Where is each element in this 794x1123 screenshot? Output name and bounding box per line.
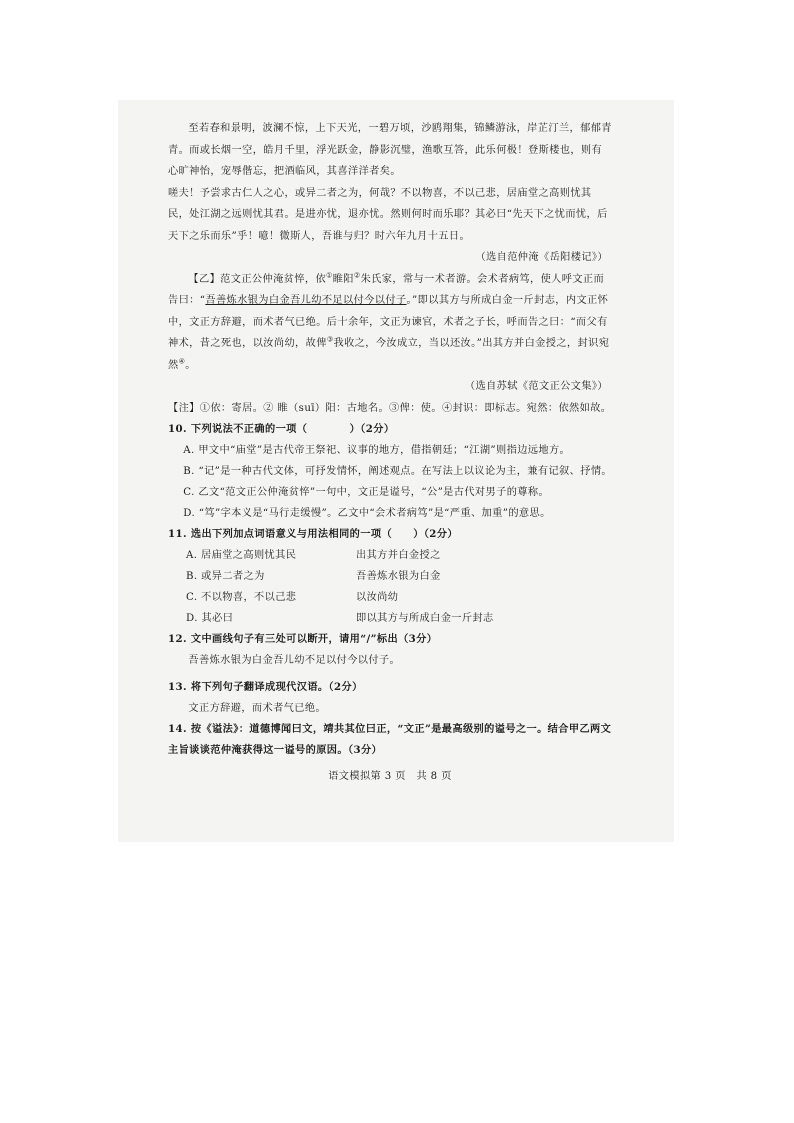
note-marker-2: ② (353, 271, 361, 280)
option-right: 即以其方与所成白金一斤封志 (356, 613, 494, 624)
passage-yi (168, 269, 612, 377)
question-11-row-d (186, 608, 612, 629)
passage-yi-text: 睢阳 (332, 273, 354, 285)
question-14-stem: 14. 按《谥法》：道德博闻曰文，靖共其位曰正，“文正”是最高级别的谥号之一。结合甲乙两文主旨谈谈范仲淹获得这一谥号的原因。（3分） (168, 723, 612, 756)
option-left: C. 不以物喜，不以己悲 (186, 592, 297, 603)
question-10-stem: 10. 下列说法不正确的一项（ ）（2分） (168, 423, 395, 435)
option-left: D. 其必曰 (186, 613, 234, 624)
question-10-option-b: B. “记”是一种古代文体，可抒发情怀，阐述观点。在写法上以议论为主，兼有记叙、抒情。 (183, 466, 612, 477)
option-right: 以汝尚幼 (356, 592, 399, 603)
question-10-option-d: D. “笃”字本义是“马行走缓慢”。乙文中“会术者病笃”是“严重、加重”的意思。 (183, 508, 551, 519)
question-10-option-a: A. 甲文中“庙堂”是古代帝王祭祀、议事的地方，借指朝廷；“江湖”则指边远地方。 (183, 445, 571, 456)
passage-yi-text: 我收之，今汝成立，当以还汝。”出其方并白金授之，封识宛然 (168, 338, 610, 371)
option-left: A. 居庙堂之高则忧其民 (186, 550, 297, 561)
exam-content (168, 118, 612, 787)
annotation-note: 【注】①依：寄居。② 睢（suī）阳：古地名。③俾：使。④封识：即标志。宛然：依然如故。 (168, 402, 612, 414)
passage-yi-text: 朱氏家，常与一术者游。会术者病笃，使人呼文正而告曰：“ (168, 273, 605, 306)
option-left: B. 或异二者之为 (186, 571, 265, 582)
source-jia: （选自范仲淹《岳阳楼记》） (475, 252, 608, 263)
passage-jia-paragraph-2: 嗟夫！予尝求古仁人之心，或异二者之为，何哉？不以物喜，不以己悲，居庙堂之高则忧其民，处江湖之远则忧其君。是进亦忧，退亦忧。然则何时而乐耶？其必曰“先天下之忧而忧，后天下之乐而乐”乎！噫！微斯人，吾谁与归？时六年九月十五日。 (168, 187, 608, 242)
passage-yi-text: 。 (185, 359, 196, 371)
question-11-row-b (186, 566, 612, 587)
option-right: 出其方并白金授之 (356, 550, 441, 561)
question-11-row-c (186, 587, 612, 608)
page-footer: 语文模拟第 3 页 共 8 页 (328, 771, 452, 782)
question-10-option-c: C. 乙文“范文正公仲淹贫悴”一句中，文正是谥号，“公”是古代对男子的尊称。 (183, 487, 550, 498)
question-12-sentence: 吾善炼水银为白金吾儿幼不足以付今以付子。 (188, 655, 401, 666)
passage-yi-label: 【乙】 (188, 273, 221, 285)
question-13-sentence: 文正方辞避，而术者气已绝。 (188, 703, 327, 714)
note-marker-1: ① (326, 271, 333, 280)
question-11-stem: 11. 选出下列加点词语意义与用法相同的一项（ ）（2分） (168, 528, 458, 540)
question-12-stem: 12. 文中画线句子有三处可以断开，请用“/”标出（3分） (168, 633, 438, 645)
question-11-row-a (186, 545, 612, 566)
underlined-sentence: 吾善炼水银为白金吾儿幼不足以付今以付子 (205, 295, 407, 306)
passage-yi-text: 范文正公仲淹贫悴，依 (220, 273, 327, 285)
option-right: 吾善炼水银为白金 (356, 571, 441, 582)
note-marker-4: ④ (178, 357, 186, 366)
question-13-stem: 13. 将下列句子翻译成现代汉语。（2分） (168, 681, 363, 693)
source-yi: （选自苏轼《范文正公文集》） (464, 381, 608, 392)
note-marker-3: ③ (326, 335, 334, 344)
passage-yi-text: 。”即以其方与所成白金一斤封志，内文正怀中，文正方辞避，而术者气已绝。后十余年，文正为谏官，术者之子长，呼而告之曰：“而父有神术，昔之死也，以汝尚幼，故俾 (168, 295, 609, 349)
passage-jia-paragraph-1: 至若春和景明，波澜不惊，上下天光，一碧万顷，沙鸥翔集，锦鳞游泳，岸芷汀兰，郁郁青青。而或长烟一空，皓月千里，浮光跃金，静影沉璧，渔歌互答，此乐何极！登斯楼也，则有心旷神怡，宠辱偕忘，把酒临风，其喜洋洋者矣。 (168, 123, 612, 177)
